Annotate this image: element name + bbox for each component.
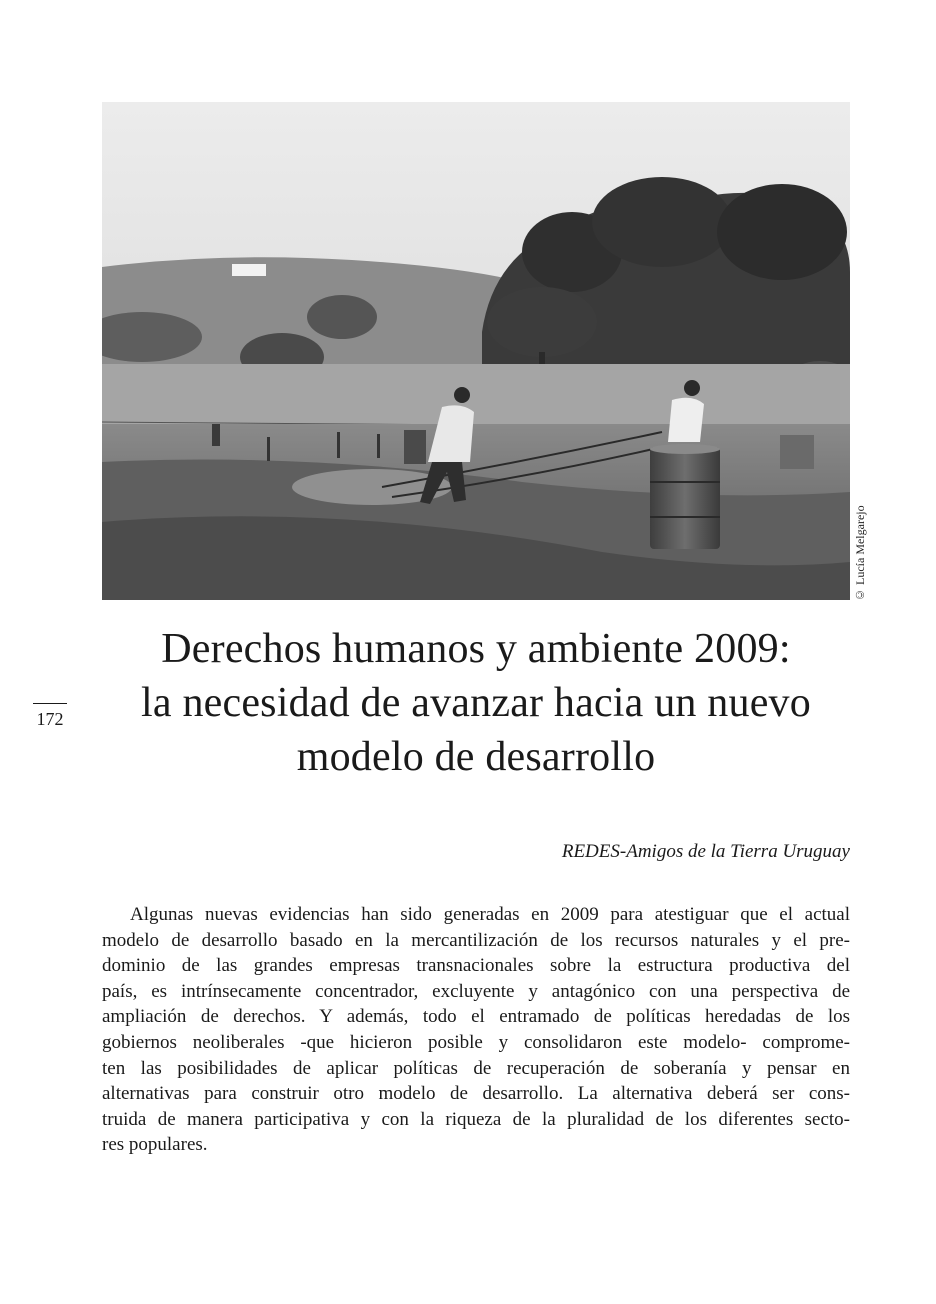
body-line: gobiernos neoliberales -que hicieron posible y consolidaron este modelo- comprome- [102, 1031, 850, 1053]
photo-field-workers-icon [102, 102, 850, 600]
body-line: res populares. [102, 1134, 208, 1156]
title-line-1: Derechos humanos y ambiente 2009: [161, 626, 791, 672]
photo-credit: © Lucía Melgarejo [853, 505, 867, 602]
title-line-2: la necesidad de avanzar hacia un nuevo [141, 680, 811, 726]
body-paragraph [102, 902, 850, 1158]
body-line: Algunas nuevas evidencias han sido generadas en 2009 para atestiguar que el actual [130, 904, 850, 925]
field-photo [102, 102, 850, 600]
body-line: ampliación de derechos. Y además, todo el entramado de políticas heredadas de los [102, 1006, 850, 1028]
page-number: 172 [36, 709, 64, 729]
page-title [102, 622, 850, 784]
body-line: país, es intrínsecamente concentrador, excluyente y antagónico con una perspectiva de [102, 980, 850, 1002]
body-line: ten las posibilidades de aplicar políticas de recuperación de soberanía y pensar en [102, 1057, 850, 1079]
body-line: modelo de desarrollo basado en la mercantilización de los recursos naturales y el pre- [102, 929, 850, 951]
body-line: truida de manera participativa y con la riqueza de la pluralidad de los diferentes secto- [102, 1108, 850, 1130]
page-number-rule [33, 703, 67, 704]
body-line: dominio de las grandes empresas transnacionales sobre la estructura productiva del [102, 955, 850, 977]
title-line-3: modelo de desarrollo [296, 734, 656, 780]
author-byline: REDES-Amigos de la Tierra Uruguay [561, 841, 850, 862]
body-line: alternativas para construir otro modelo de desarrollo. La alternativa deberá ser cons- [102, 1083, 850, 1105]
